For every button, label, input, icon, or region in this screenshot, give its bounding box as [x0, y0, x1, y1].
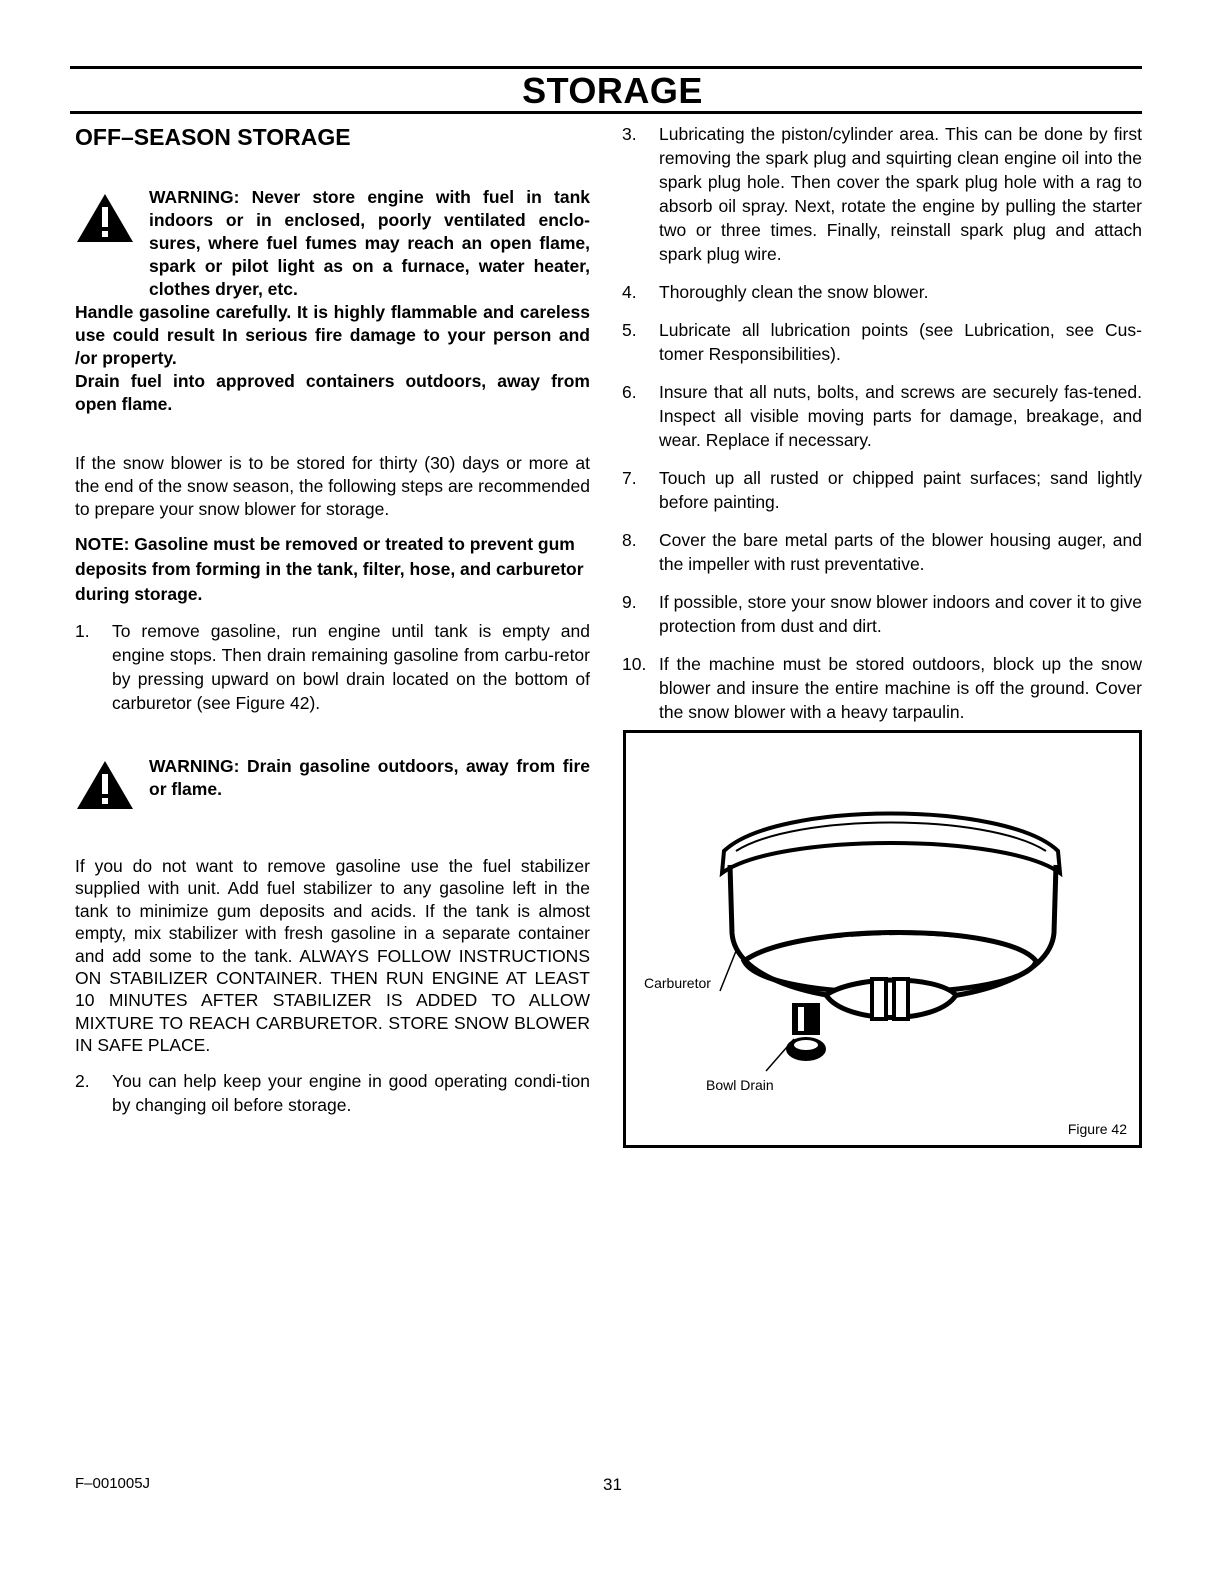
list-item	[622, 122, 1142, 266]
step-number: 6.	[622, 382, 637, 402]
step-number: 5.	[622, 320, 637, 340]
steps-list-right	[622, 122, 1142, 724]
steps-list-left-a	[75, 619, 590, 715]
label-carburetor: Carburetor	[644, 975, 711, 991]
page-number: 31	[603, 1475, 622, 1494]
step-text: Touch up all rusted or chipped paint surfaces; sand lightly before painting.	[659, 468, 1142, 512]
list-item	[622, 466, 1142, 514]
warning-triangle-icon	[75, 192, 135, 244]
list-item	[622, 280, 1142, 304]
left-column	[75, 122, 590, 1117]
step-text: If possible, store your snow blower indoors and cover it to give protection from dust and dirt.	[659, 592, 1142, 636]
header-rule-bottom	[70, 111, 1142, 114]
document-code: F–001005J	[75, 1475, 151, 1492]
warning-text-fuel: WARNING: Never store engine with fuel in tank indoors or in enclosed, poorly ventilated enclo-sures, where fuel fumes may reach an open flame, spark or pilot light as on a furnace, water heater, clothes dryer, etc.	[149, 187, 590, 299]
step-text: To remove gasoline, run engine until tank is empty and engine stops. Then drain remaining gasoline from carbu-retor by pressing upward on bowl drain located on the bottom of carburetor (see Figure 42).	[112, 621, 590, 713]
label-bowl-drain: Bowl Drain	[706, 1077, 774, 1093]
warning-text-handle: Handle gasoline carefully. It is highly flammable and careless use could result In serious fire damage to your person and /or property.	[75, 302, 590, 368]
section-heading: OFF–SEASON STORAGE	[75, 124, 351, 150]
step-number: 7.	[622, 468, 637, 488]
warning-triangle-icon	[75, 759, 135, 811]
figure-42	[623, 730, 1142, 1148]
list-item	[622, 590, 1142, 638]
step-number: 10.	[622, 654, 647, 674]
right-column	[622, 122, 1142, 724]
step-number: 2.	[75, 1070, 90, 1091]
warning-block-fuel	[75, 186, 590, 416]
step-text: If the machine must be stored outdoors, block up the snow blower and insure the entire machine is off the ground. Cover the snow blower with a heavy tarpaulin.	[659, 654, 1142, 722]
page-title: STORAGE	[522, 70, 703, 111]
steps-list-left-b	[75, 1069, 590, 1117]
carburetor-bowl-illustration	[626, 733, 1139, 1145]
warning-text-drain: Drain fuel into approved containers outdoors, away from open flame.	[75, 371, 590, 414]
step-number: 4.	[622, 282, 637, 302]
step-number: 1.	[75, 621, 90, 641]
step-text: Thoroughly clean the snow blower.	[659, 282, 929, 302]
step-text: Lubricating the piston/cylinder area. This can be done by first removing the spark plug and squirting clean engine oil into the spark plug hole. Then cover the spark plug hole with a rag to absorb oil spray. Next, rotate the engine by pulling the starter two or three times. Finally, reinstall spark plug and attach spark plug wire.	[659, 124, 1142, 264]
note-paragraph: NOTE: Gasoline must be removed or treated to prevent gum deposits from forming in the tank, filter, hose, and carburetor during storage.	[75, 534, 584, 604]
header-rule-top	[70, 66, 1142, 69]
stabilizer-paragraph: If you do not want to remove gasoline use the fuel stabilizer supplied with unit. Add fuel stabilizer to any gasoline left in the tank to minimize gum deposits and acids. If the tank is almost empty, mix stabilizer with fresh gasoline in a separate container and add some to the tank. ALWAYS FOLLOW INSTRUCTIONS ON STABILIZER CONTAINER. THEN RUN ENGINE AT LEAST 10 MINUTES AFTER STABILIZER IS ADDED TO ALLOW MIXTURE TO REACH CARBURETOR. STORE SNOW BLOWER IN SAFE PLACE.	[75, 856, 590, 1056]
warning-block-drain	[75, 755, 590, 815]
list-item	[622, 528, 1142, 576]
warning-text-drain-outdoors: WARNING: Drain gasoline outdoors, away from fire or flame.	[149, 756, 590, 799]
list-item	[622, 380, 1142, 452]
list-item	[622, 318, 1142, 366]
step-text: Insure that all nuts, bolts, and screws are securely fas-tened. Inspect all visible moving parts for damage, breakage, and wear. Replace if necessary.	[659, 382, 1142, 450]
list-item	[622, 652, 1142, 724]
step-number: 9.	[622, 592, 637, 612]
figure-caption: Figure 42	[1067, 1121, 1127, 1137]
step-text: Lubricate all lubrication points (see Lubrication, see Cus-tomer Responsibilities).	[659, 320, 1142, 364]
intro-paragraph: If the snow blower is to be stored for thirty (30) days or more at the end of the snow season, the following steps are recommended to prepare your snow blower for storage.	[75, 453, 590, 519]
step-text: Cover the bare metal parts of the blower housing auger, and the impeller with rust preventative.	[659, 530, 1142, 574]
step-text: You can help keep your engine in good operating condi-tion by changing oil before storage.	[112, 1070, 590, 1115]
step-number: 8.	[622, 530, 637, 550]
list-item	[75, 1069, 590, 1117]
list-item	[75, 619, 590, 715]
step-number: 3.	[622, 124, 637, 144]
